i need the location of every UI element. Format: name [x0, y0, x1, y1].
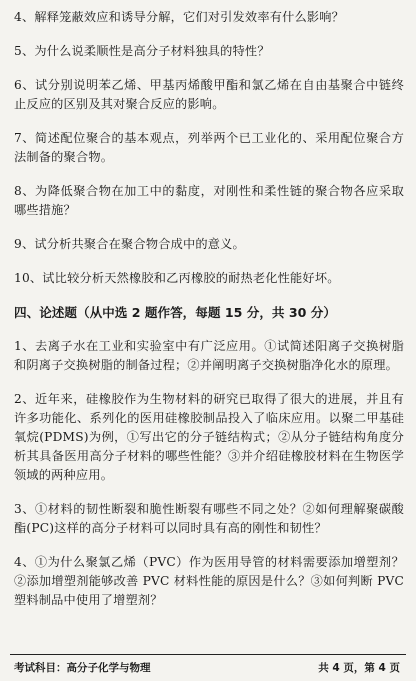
question-5: 5、为什么说柔顺性是高分子材料独具的特性？: [14, 44, 270, 58]
question-7: 7、简述配位聚合的基本观点，列举两个已工业化的、采用配位聚合方法制备的聚合物。: [14, 131, 404, 164]
essay-question-2: 2、近年来，硅橡胶作为生物材料的研究已取得了很大的进展，并且有许多功能化、系列化的医用硅橡胶制品投入了临床应用。以聚二甲基硅氧烷(PDMS)为例，①写出它的分子链结构式；②从分子链结构角度分析其具备医用高分子材料的哪些性能？③并介绍硅橡胶材料在生物医学领域的两种应用。: [14, 392, 404, 482]
footer-subject: 考试科目：高分子化学与物理: [14, 662, 151, 674]
question-4: 4、解释笼蔽效应和诱导分解，它们对引发效率有什么影响？: [14, 10, 345, 24]
question-8: 8、为降低聚合物在加工中的黏度，对刚性和柔性链的聚合物各应采取哪些措施？: [14, 184, 404, 217]
essay-question-1: 1、去离子水在工业和实验室中有广泛应用。①试简述阳离子交换树脂和阴离子交换树脂的制备过程；②并阐明离子交换树脂净化水的原理。: [14, 339, 404, 372]
question-9: 9、试分析共聚合在聚合物合成中的意义。: [14, 237, 245, 251]
essay-question-4: 4、①为什么聚氯乙烯（PVC）作为医用导管的材料需要添加增塑剂？②添加增塑剂能够改善 PVC 材料性能的原因是什么？③如何判断 PVC 塑料制品中使用了增塑剂？: [14, 555, 404, 607]
essay-question-3: 3、①材料的韧性断裂和脆性断裂有哪些不同之处？②如何理解聚碳酸酯(PC)这样的高分子材料可以同时具有高的刚性和韧性？: [14, 502, 404, 535]
section-title-essay: 四、论述题（从中选 2 题作答，每题 15 分，共 30 分）: [14, 305, 336, 320]
page-footer: [14, 660, 400, 675]
question-10: 10、试比较分析天然橡胶和乙丙橡胶的耐热老化性能好坏。: [14, 271, 340, 285]
footer-page-number: 共 4 页，第 4 页: [318, 662, 400, 674]
footer-divider: [10, 654, 406, 655]
question-6: 6、试分别说明苯乙烯、甲基丙烯酸甲酯和氯乙烯在自由基聚合中链终止反应的区别及其对聚合反应的影响。: [14, 78, 404, 111]
